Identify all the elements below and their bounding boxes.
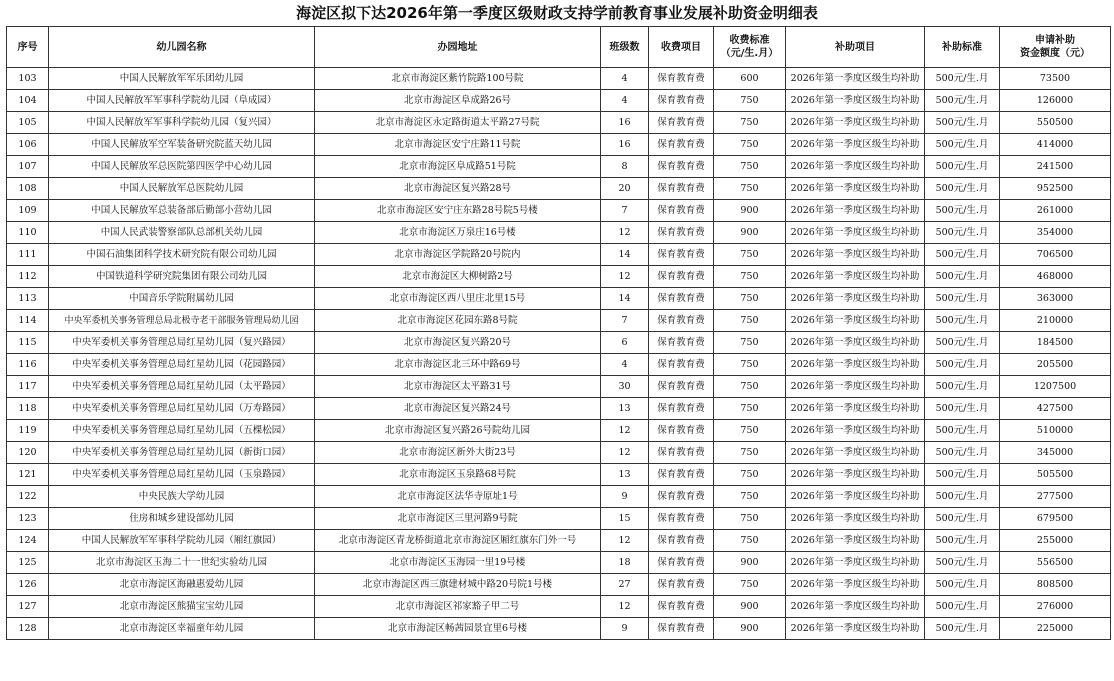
cell-name: 中国人民解放军军事科学院幼儿园（厢红旗园）: [49, 530, 315, 552]
cell-subsidy-standard: 500元/生.月: [925, 112, 1000, 134]
cell-subsidy-standard: 500元/生.月: [925, 464, 1000, 486]
cell-amount: 126000: [1000, 90, 1111, 112]
header-classes: 班级数: [601, 27, 649, 68]
cell-subsidy-item: 2026年第一季度区级生均补助: [786, 244, 925, 266]
header-fee-standard: [714, 27, 786, 68]
cell-fee-standard: 750: [714, 530, 786, 552]
cell-subsidy-item: 2026年第一季度区级生均补助: [786, 376, 925, 398]
cell-classes: 20: [601, 178, 649, 200]
cell-subsidy-standard: 500元/生.月: [925, 178, 1000, 200]
cell-fee-item: 保育教育费: [649, 486, 714, 508]
cell-name: 中国铁道科学研究院集团有限公司幼儿园: [49, 266, 315, 288]
table-row: [7, 244, 1111, 266]
cell-seq: 104: [7, 90, 49, 112]
table-row: [7, 376, 1111, 398]
cell-fee-item: 保育教育费: [649, 332, 714, 354]
cell-amount: 363000: [1000, 288, 1111, 310]
cell-subsidy-item: 2026年第一季度区级生均补助: [786, 112, 925, 134]
cell-classes: 12: [601, 420, 649, 442]
cell-subsidy-standard: 500元/生.月: [925, 310, 1000, 332]
cell-classes: 13: [601, 398, 649, 420]
table-row: [7, 552, 1111, 574]
cell-fee-standard: 900: [714, 596, 786, 618]
cell-amount: 706500: [1000, 244, 1111, 266]
cell-amount: 679500: [1000, 508, 1111, 530]
cell-address: 北京市海淀区安宁庄路11号院: [315, 134, 601, 156]
cell-name: 中央军委机关事务管理总局北极寺老干部服务管理局幼儿园: [49, 310, 315, 332]
cell-subsidy-item: 2026年第一季度区级生均补助: [786, 68, 925, 90]
cell-fee-item: 保育教育费: [649, 68, 714, 90]
cell-amount: 468000: [1000, 266, 1111, 288]
cell-fee-item: 保育教育费: [649, 310, 714, 332]
cell-fee-item: 保育教育费: [649, 354, 714, 376]
cell-seq: 112: [7, 266, 49, 288]
cell-classes: 12: [601, 442, 649, 464]
cell-amount: 261000: [1000, 200, 1111, 222]
table-row: [7, 530, 1111, 552]
cell-classes: 13: [601, 464, 649, 486]
cell-subsidy-standard: 500元/生.月: [925, 288, 1000, 310]
table-row: [7, 442, 1111, 464]
table-row: [7, 288, 1111, 310]
cell-fee-item: 保育教育费: [649, 266, 714, 288]
cell-fee-standard: 750: [714, 134, 786, 156]
cell-amount: 414000: [1000, 134, 1111, 156]
cell-amount: 1207500: [1000, 376, 1111, 398]
cell-subsidy-standard: 500元/生.月: [925, 266, 1000, 288]
cell-address: 北京市海淀区紫竹院路100号院: [315, 68, 601, 90]
cell-subsidy-item: 2026年第一季度区级生均补助: [786, 464, 925, 486]
cell-seq: 109: [7, 200, 49, 222]
cell-seq: 114: [7, 310, 49, 332]
cell-fee-standard: 750: [714, 90, 786, 112]
cell-name: 北京市海淀区海融惠爱幼儿园: [49, 574, 315, 596]
table-row: [7, 574, 1111, 596]
cell-subsidy-standard: 500元/生.月: [925, 376, 1000, 398]
subsidy-table: [6, 26, 1111, 640]
cell-subsidy-standard: 500元/生.月: [925, 398, 1000, 420]
cell-fee-item: 保育教育费: [649, 530, 714, 552]
table-row: [7, 398, 1111, 420]
table-row: [7, 332, 1111, 354]
cell-name: 中国人民武装警察部队总部机关幼儿园: [49, 222, 315, 244]
table-row: [7, 134, 1111, 156]
cell-subsidy-standard: 500元/生.月: [925, 574, 1000, 596]
cell-classes: 18: [601, 552, 649, 574]
cell-fee-standard: 900: [714, 200, 786, 222]
cell-name: 中国人民解放军军事科学院幼儿园（复兴园）: [49, 112, 315, 134]
cell-classes: 16: [601, 112, 649, 134]
cell-fee-standard: 750: [714, 244, 786, 266]
cell-amount: 225000: [1000, 618, 1111, 640]
cell-fee-standard: 750: [714, 354, 786, 376]
cell-subsidy-standard: 500元/生.月: [925, 90, 1000, 112]
header-seq: 序号: [7, 27, 49, 68]
cell-classes: 8: [601, 156, 649, 178]
cell-classes: 12: [601, 266, 649, 288]
cell-fee-item: 保育教育费: [649, 134, 714, 156]
cell-name: 中国石油集团科学技术研究院有限公司幼儿园: [49, 244, 315, 266]
cell-amount: 952500: [1000, 178, 1111, 200]
cell-subsidy-item: 2026年第一季度区级生均补助: [786, 310, 925, 332]
cell-name: 中央军委机关事务管理总局红星幼儿园（复兴路园）: [49, 332, 315, 354]
cell-seq: 118: [7, 398, 49, 420]
cell-address: 北京市海淀区大柳树路2号: [315, 266, 601, 288]
cell-amount: 550500: [1000, 112, 1111, 134]
cell-subsidy-standard: 500元/生.月: [925, 442, 1000, 464]
cell-classes: 9: [601, 486, 649, 508]
cell-seq: 121: [7, 464, 49, 486]
cell-address: 北京市海淀区祁家豁子甲二号: [315, 596, 601, 618]
cell-name: 中国人民解放军空军装备研究院蓝天幼儿园: [49, 134, 315, 156]
cell-amount: 505500: [1000, 464, 1111, 486]
cell-fee-standard: 750: [714, 178, 786, 200]
cell-fee-standard: 750: [714, 574, 786, 596]
cell-fee-item: 保育教育费: [649, 508, 714, 530]
table-row: [7, 200, 1111, 222]
cell-amount: 276000: [1000, 596, 1111, 618]
cell-fee-item: 保育教育费: [649, 288, 714, 310]
cell-subsidy-standard: 500元/生.月: [925, 156, 1000, 178]
table-row: [7, 486, 1111, 508]
header-amount-line2: 资金额度（元）: [1020, 48, 1090, 59]
header-name: 幼儿园名称: [49, 27, 315, 68]
cell-seq: 127: [7, 596, 49, 618]
cell-amount: 354000: [1000, 222, 1111, 244]
cell-subsidy-item: 2026年第一季度区级生均补助: [786, 354, 925, 376]
cell-fee-item: 保育教育费: [649, 574, 714, 596]
cell-address: 北京市海淀区法华寺原址1号: [315, 486, 601, 508]
cell-subsidy-standard: 500元/生.月: [925, 530, 1000, 552]
cell-name: 中央军委机关事务管理总局红星幼儿园（五棵松园）: [49, 420, 315, 442]
cell-subsidy-standard: 500元/生.月: [925, 68, 1000, 90]
cell-name: 中国人民解放军军乐团幼儿园: [49, 68, 315, 90]
cell-subsidy-standard: 500元/生.月: [925, 596, 1000, 618]
cell-address: 北京市海淀区复兴路20号: [315, 332, 601, 354]
table-row: [7, 266, 1111, 288]
cell-subsidy-standard: 500元/生.月: [925, 222, 1000, 244]
cell-address: 北京市海淀区北三环中路69号: [315, 354, 601, 376]
cell-fee-standard: 750: [714, 464, 786, 486]
cell-subsidy-item: 2026年第一季度区级生均补助: [786, 178, 925, 200]
cell-fee-standard: 750: [714, 508, 786, 530]
cell-fee-standard: 600: [714, 68, 786, 90]
cell-fee-standard: 750: [714, 112, 786, 134]
cell-seq: 119: [7, 420, 49, 442]
cell-seq: 125: [7, 552, 49, 574]
table-row: [7, 68, 1111, 90]
cell-address: 北京市海淀区阜成路51号院: [315, 156, 601, 178]
cell-seq: 124: [7, 530, 49, 552]
cell-address: 北京市海淀区万泉庄16号楼: [315, 222, 601, 244]
cell-subsidy-item: 2026年第一季度区级生均补助: [786, 398, 925, 420]
cell-subsidy-item: 2026年第一季度区级生均补助: [786, 552, 925, 574]
cell-seq: 123: [7, 508, 49, 530]
cell-fee-standard: 750: [714, 310, 786, 332]
header-amount: [1000, 27, 1111, 68]
cell-fee-standard: 750: [714, 420, 786, 442]
cell-subsidy-item: 2026年第一季度区级生均补助: [786, 420, 925, 442]
cell-address: 北京市海淀区青龙桥街道北京市海淀区厢红旗东门外一号: [315, 530, 601, 552]
cell-classes: 7: [601, 310, 649, 332]
cell-name: 住房和城乡建设部幼儿园: [49, 508, 315, 530]
cell-subsidy-standard: 500元/生.月: [925, 552, 1000, 574]
cell-fee-item: 保育教育费: [649, 464, 714, 486]
cell-subsidy-item: 2026年第一季度区级生均补助: [786, 222, 925, 244]
cell-seq: 122: [7, 486, 49, 508]
header-subsidy-item: 补助项目: [786, 27, 925, 68]
cell-fee-item: 保育教育费: [649, 244, 714, 266]
cell-amount: 345000: [1000, 442, 1111, 464]
cell-address: 北京市海淀区复兴路24号: [315, 398, 601, 420]
header-fee-item: 收费项目: [649, 27, 714, 68]
cell-amount: 277500: [1000, 486, 1111, 508]
cell-name: 北京市海淀区幸福童年幼儿园: [49, 618, 315, 640]
cell-address: 北京市海淀区学院路20号院内: [315, 244, 601, 266]
cell-fee-item: 保育教育费: [649, 552, 714, 574]
table-row: [7, 178, 1111, 200]
cell-classes: 12: [601, 530, 649, 552]
cell-seq: 115: [7, 332, 49, 354]
cell-subsidy-standard: 500元/生.月: [925, 244, 1000, 266]
table-row: [7, 596, 1111, 618]
cell-fee-standard: 750: [714, 266, 786, 288]
cell-fee-standard: 750: [714, 398, 786, 420]
table-row: [7, 420, 1111, 442]
cell-classes: 9: [601, 618, 649, 640]
cell-amount: 556500: [1000, 552, 1111, 574]
cell-seq: 120: [7, 442, 49, 464]
cell-address: 北京市海淀区西三旗建材城中路20号院1号楼: [315, 574, 601, 596]
cell-fee-item: 保育教育费: [649, 90, 714, 112]
cell-subsidy-standard: 500元/生.月: [925, 420, 1000, 442]
cell-seq: 106: [7, 134, 49, 156]
cell-subsidy-standard: 500元/生.月: [925, 354, 1000, 376]
cell-subsidy-standard: 500元/生.月: [925, 200, 1000, 222]
table-row: [7, 222, 1111, 244]
table-header-row: [7, 27, 1111, 68]
cell-amount: 205500: [1000, 354, 1111, 376]
cell-seq: 108: [7, 178, 49, 200]
cell-fee-item: 保育教育费: [649, 420, 714, 442]
cell-fee-standard: 900: [714, 222, 786, 244]
cell-seq: 105: [7, 112, 49, 134]
cell-name: 中央民族大学幼儿园: [49, 486, 315, 508]
cell-seq: 113: [7, 288, 49, 310]
cell-seq: 116: [7, 354, 49, 376]
cell-address: 北京市海淀区复兴路26号院幼儿园: [315, 420, 601, 442]
cell-fee-standard: 750: [714, 376, 786, 398]
cell-name: 中央军委机关事务管理总局红星幼儿园（玉泉路园）: [49, 464, 315, 486]
cell-seq: 126: [7, 574, 49, 596]
table-row: [7, 90, 1111, 112]
cell-name: 北京市海淀区玉海二十一世纪实验幼儿园: [49, 552, 315, 574]
cell-seq: 111: [7, 244, 49, 266]
cell-subsidy-item: 2026年第一季度区级生均补助: [786, 442, 925, 464]
cell-fee-standard: 750: [714, 156, 786, 178]
cell-address: 北京市海淀区新外大街23号: [315, 442, 601, 464]
cell-fee-item: 保育教育费: [649, 200, 714, 222]
table-row: [7, 156, 1111, 178]
cell-seq: 107: [7, 156, 49, 178]
cell-seq: 117: [7, 376, 49, 398]
cell-fee-item: 保育教育费: [649, 178, 714, 200]
cell-address: 北京市海淀区阜成路26号: [315, 90, 601, 112]
cell-seq: 110: [7, 222, 49, 244]
cell-subsidy-item: 2026年第一季度区级生均补助: [786, 266, 925, 288]
cell-classes: 4: [601, 90, 649, 112]
cell-fee-item: 保育教育费: [649, 222, 714, 244]
cell-subsidy-item: 2026年第一季度区级生均补助: [786, 574, 925, 596]
cell-subsidy-item: 2026年第一季度区级生均补助: [786, 332, 925, 354]
cell-fee-item: 保育教育费: [649, 618, 714, 640]
header-fee-standard-line1: 收费标准: [729, 35, 770, 46]
cell-fee-item: 保育教育费: [649, 376, 714, 398]
cell-name: 中央军委机关事务管理总局红星幼儿园（新街口园）: [49, 442, 315, 464]
cell-address: 北京市海淀区花园东路8号院: [315, 310, 601, 332]
cell-address: 北京市海淀区安宁庄东路28号院5号楼: [315, 200, 601, 222]
header-subsidy-standard: 补助标准: [925, 27, 1000, 68]
cell-subsidy-item: 2026年第一季度区级生均补助: [786, 486, 925, 508]
header-fee-standard-line2: （元/生.月）: [720, 48, 779, 59]
cell-amount: 210000: [1000, 310, 1111, 332]
table-body: [7, 68, 1111, 640]
cell-subsidy-standard: 500元/生.月: [925, 618, 1000, 640]
cell-address: 北京市海淀区畅茜园景宜里6号楼: [315, 618, 601, 640]
cell-address: 北京市海淀区太平路31号: [315, 376, 601, 398]
cell-subsidy-standard: 500元/生.月: [925, 134, 1000, 156]
cell-amount: 255000: [1000, 530, 1111, 552]
cell-amount: 808500: [1000, 574, 1111, 596]
cell-fee-item: 保育教育费: [649, 442, 714, 464]
cell-name: 中国人民解放军总医院第四医学中心幼儿园: [49, 156, 315, 178]
cell-fee-item: 保育教育费: [649, 398, 714, 420]
cell-subsidy-item: 2026年第一季度区级生均补助: [786, 288, 925, 310]
cell-amount: 241500: [1000, 156, 1111, 178]
cell-subsidy-standard: 500元/生.月: [925, 486, 1000, 508]
header-amount-line1: 申请补助: [1035, 35, 1075, 46]
cell-classes: 15: [601, 508, 649, 530]
cell-name: 中央军委机关事务管理总局红星幼儿园（花园路园）: [49, 354, 315, 376]
cell-fee-standard: 750: [714, 288, 786, 310]
cell-fee-item: 保育教育费: [649, 156, 714, 178]
cell-subsidy-item: 2026年第一季度区级生均补助: [786, 508, 925, 530]
table-row: [7, 508, 1111, 530]
cell-subsidy-item: 2026年第一季度区级生均补助: [786, 618, 925, 640]
table-row: [7, 310, 1111, 332]
cell-name: 中央军委机关事务管理总局红星幼儿园（万寿路园）: [49, 398, 315, 420]
cell-amount: 510000: [1000, 420, 1111, 442]
cell-address: 北京市海淀区西八里庄北里15号: [315, 288, 601, 310]
cell-address: 北京市海淀区玉海园一里19号楼: [315, 552, 601, 574]
cell-subsidy-item: 2026年第一季度区级生均补助: [786, 156, 925, 178]
cell-name: 北京市海淀区熊猫宝宝幼儿园: [49, 596, 315, 618]
cell-amount: 184500: [1000, 332, 1111, 354]
cell-classes: 4: [601, 68, 649, 90]
header-address: 办园地址: [315, 27, 601, 68]
table-row: [7, 112, 1111, 134]
cell-subsidy-item: 2026年第一季度区级生均补助: [786, 134, 925, 156]
cell-name: 中国音乐学院附属幼儿园: [49, 288, 315, 310]
cell-classes: 14: [601, 288, 649, 310]
cell-address: 北京市海淀区三里河路9号院: [315, 508, 601, 530]
cell-address: 北京市海淀区玉泉路68号院: [315, 464, 601, 486]
cell-classes: 30: [601, 376, 649, 398]
cell-classes: 14: [601, 244, 649, 266]
cell-classes: 12: [601, 222, 649, 244]
cell-address: 北京市海淀区永定路街道太平路27号院: [315, 112, 601, 134]
cell-fee-standard: 750: [714, 332, 786, 354]
cell-classes: 27: [601, 574, 649, 596]
cell-classes: 16: [601, 134, 649, 156]
cell-classes: 7: [601, 200, 649, 222]
cell-seq: 128: [7, 618, 49, 640]
table-row: [7, 354, 1111, 376]
cell-fee-standard: 900: [714, 552, 786, 574]
cell-fee-standard: 900: [714, 618, 786, 640]
cell-classes: 6: [601, 332, 649, 354]
cell-classes: 12: [601, 596, 649, 618]
cell-subsidy-item: 2026年第一季度区级生均补助: [786, 596, 925, 618]
cell-subsidy-item: 2026年第一季度区级生均补助: [786, 200, 925, 222]
cell-subsidy-item: 2026年第一季度区级生均补助: [786, 530, 925, 552]
cell-fee-standard: 750: [714, 442, 786, 464]
table-row: [7, 464, 1111, 486]
table-row: [7, 618, 1111, 640]
cell-subsidy-item: 2026年第一季度区级生均补助: [786, 90, 925, 112]
cell-fee-item: 保育教育费: [649, 112, 714, 134]
cell-subsidy-standard: 500元/生.月: [925, 508, 1000, 530]
cell-name: 中国人民解放军军事科学院幼儿园（阜成园）: [49, 90, 315, 112]
cell-name: 中国人民解放军总装备部后勤部小营幼儿园: [49, 200, 315, 222]
document-title: 海淀区拟下达2026年第一季度区级财政支持学前教育事业发展补助资金明细表: [296, 4, 818, 22]
cell-name: 中国人民解放军总医院幼儿园: [49, 178, 315, 200]
cell-fee-item: 保育教育费: [649, 596, 714, 618]
cell-name: 中央军委机关事务管理总局红星幼儿园（太平路园）: [49, 376, 315, 398]
cell-fee-standard: 750: [714, 486, 786, 508]
cell-address: 北京市海淀区复兴路28号: [315, 178, 601, 200]
cell-amount: 73500: [1000, 68, 1111, 90]
cell-classes: 4: [601, 354, 649, 376]
cell-amount: 427500: [1000, 398, 1111, 420]
cell-subsidy-standard: 500元/生.月: [925, 332, 1000, 354]
cell-seq: 103: [7, 68, 49, 90]
